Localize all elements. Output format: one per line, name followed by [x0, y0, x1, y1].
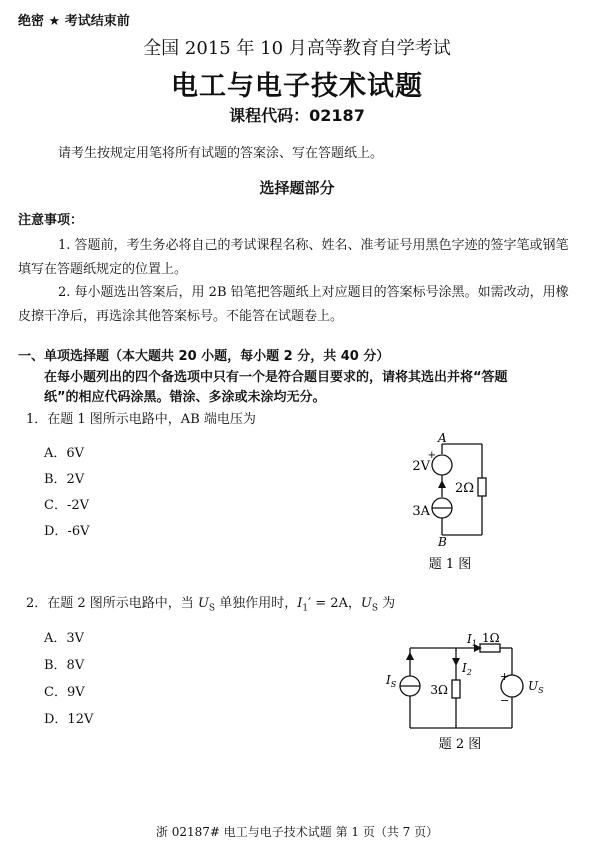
svg-text:+: +: [500, 670, 510, 683]
notes-item2-line1: 2. 每小题选出答案后，用 2B 铅笔把答题纸上对应题目的答案标号涂黑。如需改动，用橡: [58, 285, 569, 300]
exam-title: 全国 2015 年 10 月高等教育自学考试: [143, 38, 451, 59]
confidential-label: 绝密 ★ 考试结束前: [18, 14, 130, 29]
q1-voltage-source-label: 2V: [412, 459, 430, 474]
subject-title: 电工与电子技术试题: [171, 71, 423, 102]
q2-resistor-mid-label: 3Ω: [430, 683, 448, 697]
q1-figure-caption: 题 1 图: [428, 557, 472, 572]
svg-text:+: +: [427, 450, 436, 461]
q2-option-d: D．12V: [44, 712, 94, 727]
q1-current-source-label: 3A: [412, 504, 430, 519]
q1-option-a: A．6V: [44, 446, 85, 461]
notes-heading: 注意事项：: [18, 213, 84, 228]
notes-item1-line1: 1. 答题前，考生务必将自己的考试课程名称、姓名、准考证号用黑色字迹的签字笔或钢笔: [58, 238, 569, 253]
q1-option-c: C．-2V: [44, 498, 89, 513]
q2-is-label: $I_S$: [386, 673, 397, 689]
page-footer: 浙 02187# 电工与电子技术试题 第 1 页（共 7 页）: [155, 825, 439, 839]
q1-option-d: D．-6V: [44, 524, 90, 539]
instruction-text: 请考生按规定用笔将所有试题的答案涂、写在答题纸上。: [58, 146, 384, 161]
q1-stem: 1．在题 1 图所示电路中，AB 端电压为: [26, 412, 256, 427]
part1-desc-line1: 在每小题列出的四个备选项中只有一个是符合题目要求的，请将其选出并将“答题: [44, 370, 508, 385]
notes-item1-line2: 填写在答题纸规定的位置上。: [18, 262, 188, 277]
q1-node-b: B: [438, 535, 447, 549]
q1-option-b: B．2V: [44, 472, 85, 487]
q2-option-a: A．3V: [44, 631, 85, 646]
part1-desc-line2: 纸”的相应代码涂黑。错涂、多涂或未涂均无分。: [44, 390, 326, 405]
q2-option-b: B．8V: [44, 658, 85, 673]
q2-stem: 2．在题 2 图所示电路中，当 $U_S$ 单独作用时，$I_1' = 2A$，$U_S$ 为: [26, 596, 396, 614]
q1-node-a: A: [438, 431, 447, 445]
q2-figure-caption: 题 2 图: [438, 737, 482, 752]
course-code: 课程代码：02187: [229, 106, 365, 125]
q1-resistor-label: 2Ω: [454, 481, 474, 496]
q1-circuit-diagram: [390, 428, 510, 573]
q2-resistor-top-label: 1Ω: [482, 631, 500, 645]
q2-circuit-diagram: [380, 628, 555, 753]
q2-option-c: C．9V: [44, 685, 85, 700]
q2-i2-label: $I_2$: [462, 661, 472, 677]
q2-us-label: $U_S$: [528, 679, 544, 695]
q2-i1-label: $I_1$: [467, 632, 477, 648]
part1-heading: 一、单项选择题（本大题共 20 小题，每小题 2 分，共 40 分）: [18, 349, 390, 364]
svg-text:−: −: [500, 694, 510, 707]
notes-item2-line2: 皮擦干净后，再选涂其他答案标号。不能答在试题卷上。: [18, 309, 344, 324]
section-title: 选择题部分: [259, 179, 335, 197]
